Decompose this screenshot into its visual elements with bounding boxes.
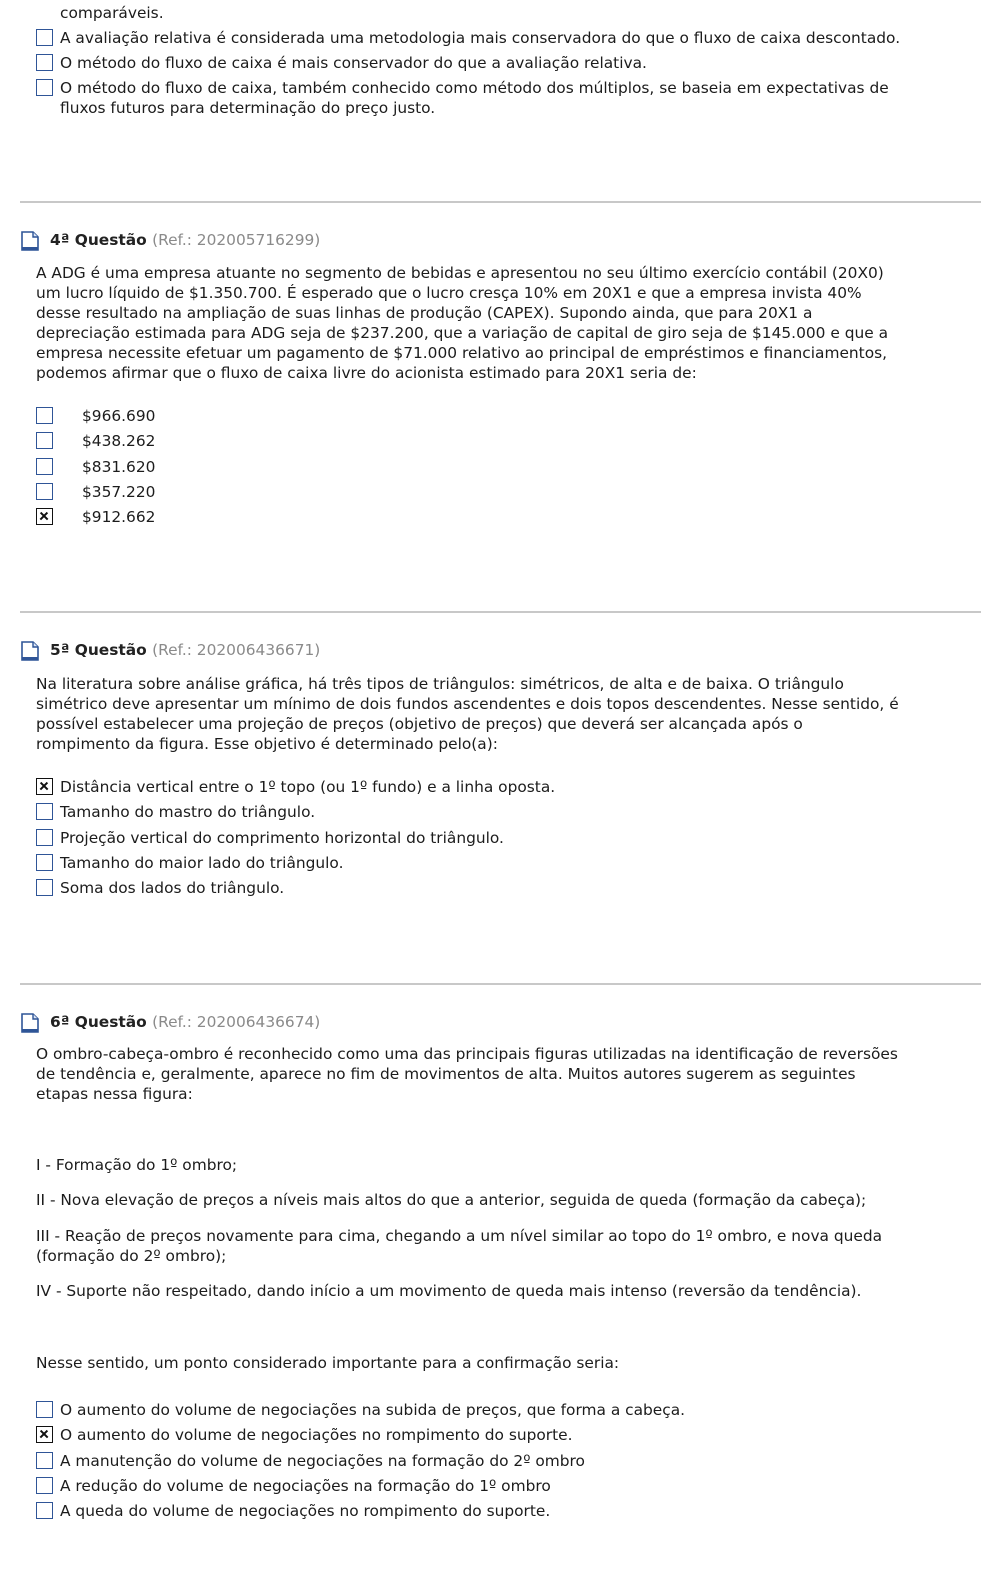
prev-option-3[interactable] [36,78,976,120]
option-text: Tamanho do mastro do triângulo. [60,803,316,821]
statement-line: O ombro-cabeça-ombro é reconhecido como uma das principais figuras utilizadas na identificação de reversões [36,1045,898,1063]
question-title: 6ª Questão [50,1013,147,1031]
checkbox[interactable] [36,407,53,424]
question-5-statement [36,674,966,754]
statement-line: podemos afirmar que o fluxo de caixa livre do acionista estimado para 20X1 seria de: [36,364,697,382]
q4-option-2[interactable] [36,431,976,453]
statement-line: depreciação estimada para ADG seja de $237.200, que a variação de capital de giro seja de $145.000 e que a [36,324,889,342]
checkbox[interactable] [36,432,53,449]
statement-line: Na literatura sobre análise gráfica, há três tipos de triângulos: simétricos, de alta e de baixa. O triângulo [36,675,844,693]
step-3-line2: (formação do 2º ombro); [36,1247,227,1265]
checkbox[interactable] [36,483,53,500]
checkbox[interactable] [36,1502,53,1519]
question-4-statement [36,263,966,383]
step-3-line1: III - Reação de preços novamente para cima, chegando a um nível similar ao topo do 1º ombro, e nova queda [36,1227,883,1245]
checkbox[interactable] [36,803,53,820]
q4-option-4[interactable] [36,482,976,504]
step-4: IV - Suporte não respeitado, dando início a um movimento de queda mais intenso (reversão da tendência). [36,1282,862,1300]
q6-option-1[interactable] [36,1400,976,1422]
question-6-prompt: Nesse sentido, um ponto considerado importante para a confirmação seria: [36,1354,620,1372]
checkbox-checked[interactable] [36,508,53,525]
option-text: $912.662 [82,508,156,526]
q5-option-1[interactable] [36,777,976,799]
q6-option-5[interactable] [36,1501,976,1523]
checkbox[interactable] [36,79,53,96]
prev-question-tail: comparáveis. [60,4,164,22]
q6-option-3[interactable] [36,1451,976,1473]
option-text: O aumento do volume de negociações no rompimento do suporte. [60,1426,573,1444]
statement-line: desse resultado na ampliação de suas linhas de produção (CAPEX). Supondo ainda, que para 20X1 a [36,304,813,322]
statement-line: de tendência e, geralmente, aparece no fim de movimentos de alta. Muitos autores sugerem as seguintes [36,1065,856,1083]
option-text: O aumento do volume de negociações na subida de preços, que forma a cabeça. [60,1401,686,1419]
checkbox[interactable] [36,54,53,71]
option-text: A manutenção do volume de negociações na formação do 2º ombro [60,1452,585,1470]
checkbox[interactable] [36,854,53,871]
checkbox[interactable] [36,1401,53,1418]
document-icon [20,641,40,661]
question-4-header [20,229,720,253]
q6-option-2[interactable] [36,1425,976,1447]
step-2: II - Nova elevação de preços a níveis mais altos do que a anterior, seguida de queda (formação da cabeça); [36,1191,867,1209]
checkbox[interactable] [36,1452,53,1469]
question-title: 4ª Questão [50,231,147,249]
section-divider [20,983,981,985]
question-5-header [20,639,720,663]
option-text: $831.620 [82,458,156,476]
option-text: Tamanho do maior lado do triângulo. [60,854,344,872]
option-text: $966.690 [82,407,156,425]
statement-line: simétrico deve apresentar um mínimo de dois fundos ascendentes e dois topos descendentes. Nesse sentido, é [36,695,899,713]
statement-line: possível estabelecer uma projeção de preços (objetivo de preços) que deverá ser alcançada após o [36,715,803,733]
question-ref: (Ref.: 202006436671) [152,641,321,659]
checkbox-checked[interactable] [36,1426,53,1443]
question-ref: (Ref.: 202006436674) [152,1013,321,1031]
option-text-line2: fluxos futuros para determinação do preço justo. [60,99,436,117]
option-text: Soma dos lados do triângulo. [60,879,285,897]
question-6-statement [36,1044,966,1104]
section-divider [20,611,981,613]
q4-option-1[interactable] [36,406,976,428]
question-6-header [20,1011,720,1035]
checkbox[interactable] [36,29,53,46]
statement-line: empresa necessite efetuar um pagamento de $71.000 relativo ao principal de empréstimos e financiamentos, [36,344,888,362]
option-text: A queda do volume de negociações no rompimento do suporte. [60,1502,551,1520]
option-text: A redução do volume de negociações na formação do 1º ombro [60,1477,551,1495]
section-divider [20,201,981,203]
option-text: $357.220 [82,483,156,501]
q4-option-5[interactable] [36,507,976,529]
prev-option-1[interactable] [36,28,976,50]
checkbox[interactable] [36,829,53,846]
statement-line: A ADG é uma empresa atuante no segmento de bebidas e apresentou no seu último exercício contábil (20X0) [36,264,884,282]
q5-option-2[interactable] [36,802,976,824]
checkbox[interactable] [36,458,53,475]
option-text: Distância vertical entre o 1º topo (ou 1º fundo) e a linha oposta. [60,778,556,796]
option-text: A avaliação relativa é considerada uma metodologia mais conservadora do que o fluxo de caixa descontado. [60,29,901,47]
option-text: O método do fluxo de caixa é mais conservador do que a avaliação relativa. [60,54,647,72]
q5-option-5[interactable] [36,878,976,900]
option-text-line1: O método do fluxo de caixa, também conhecido como método dos múltiplos, se baseia em expectativas de [60,79,889,97]
document-icon [20,1013,40,1033]
step-1: I - Formação do 1º ombro; [36,1156,238,1174]
q4-option-3[interactable] [36,457,976,479]
question-ref: (Ref.: 202005716299) [152,231,321,249]
q5-option-4[interactable] [36,853,976,875]
checkbox-checked[interactable] [36,778,53,795]
statement-line: rompimento da figura. Esse objetivo é determinado pelo(a): [36,735,498,753]
option-text: $438.262 [82,432,156,450]
question-title: 5ª Questão [50,641,147,659]
option-text: Projeção vertical do comprimento horizontal do triângulo. [60,829,504,847]
statement-line: um lucro líquido de $1.350.700. É esperado que o lucro cresça 10% em 20X1 e que a empresa invista 40% [36,284,862,302]
q5-option-3[interactable] [36,828,976,850]
statement-line: etapas nessa figura: [36,1085,193,1103]
step-3 [36,1226,966,1266]
q6-option-4[interactable] [36,1476,976,1498]
checkbox[interactable] [36,1477,53,1494]
checkbox[interactable] [36,879,53,896]
document-icon [20,231,40,251]
prev-option-2[interactable] [36,53,976,75]
